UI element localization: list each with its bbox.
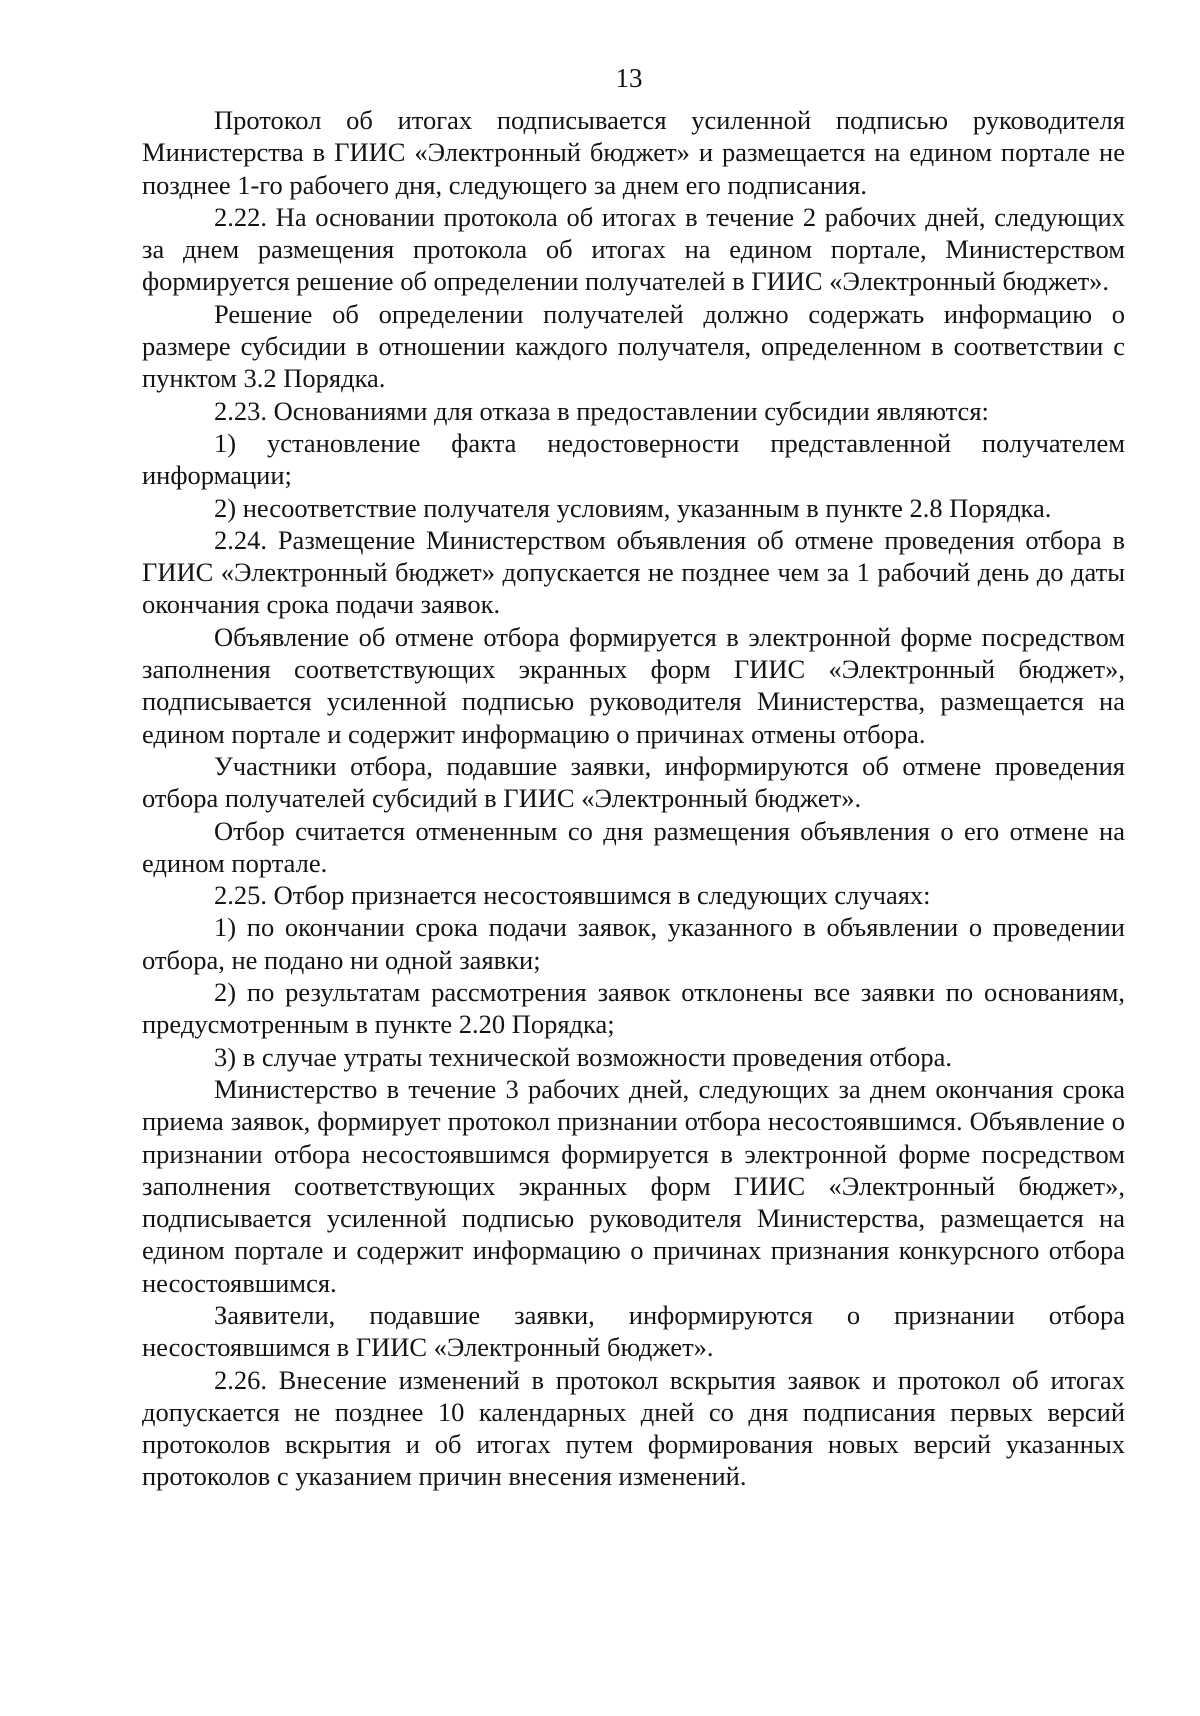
document-body xyxy=(142,104,1125,1493)
paragraph-2-25-item-3: 3) в случае утраты технической возможности проведения отбора. xyxy=(214,1041,953,1072)
paragraph-applicants-informed: Заявители, подавшие заявки, информируются о признании отбора несостоявшимся в ГИИС «Электронный бюджет». xyxy=(142,1299,1125,1363)
paragraph-cancel-announcement: Объявление об отмене отбора формируется в электронной форме посредством заполнения соответствующих экранных форм ГИИС «Электронный бюджет», подписывается усиленной подписью руководителя Министерства, размещается на едином портале и содержит информацию о причинах отмены отбора. xyxy=(142,621,1125,749)
paragraph-cancel-effective: Отбор считается отмененным со дня размещения объявления о его отмене на едином портале. xyxy=(142,815,1125,878)
paragraph-participants-informed: Участники отбора, подавшие заявки, информируются об отмене проведения отбора получателей субсидий в ГИИС «Электронный бюджет». xyxy=(142,750,1125,814)
paragraph-2-24: 2.24. Размещение Министерством объявления об отмене проведения отбора в ГИИС «Электронный бюджет» допускается не позднее чем за 1 рабочий день до даты окончания срока подачи заявок. xyxy=(142,524,1125,620)
paragraph-2-23: 2.23. Основаниями для отказа в предоставлении субсидии являются: xyxy=(214,395,989,426)
paragraph-2-25-item-1: 1) по окончании срока подачи заявок, указанного в объявлении о проведении отбора, не подано ни одной заявки; xyxy=(142,912,1125,975)
paragraph-2-23-item-1: 1) установление факта недостоверности представленной получателем информации; xyxy=(142,427,1125,491)
page-number: 13 xyxy=(615,63,643,93)
paragraph-failed-protocol: Министерство в течение 3 рабочих дней, следующих за днем окончания срока приема заявок, формирует протокол признании отбора несостоявшимся. Объявление о признании отбора несостоявшимся формируется в электронной форме посредством заполнения соответствующих экранных форм ГИИС «Электронный бюджет», подписывается усиленной подписью руководителя Министерства, размещается на едином портале и содержит информацию о причинах признания конкурсного отбора несостоявшимся. xyxy=(142,1073,1125,1298)
paragraph-decision-content: Решение об определении получателей должно содержать информацию о размере субсидии в отношении каждого получателя, определенном в соответствии с пунктом 3.2 Порядка. xyxy=(142,298,1125,394)
paragraph-2-23-item-2: 2) несоответствие получателя условиям, указанным в пункте 2.8 Порядка. xyxy=(214,492,1052,523)
paragraph-2-26: 2.26. Внесение изменений в протокол вскрытия заявок и протокол об итогах допускается не позднее 10 календарных дней со дня подписания первых версий протоколов вскрытия и об итогах путем формирования новых версий указанных протоколов с указанием причин внесения изменений. xyxy=(142,1364,1125,1492)
paragraph-2-22: 2.22. На основании протокола об итогах в течение 2 рабочих дней, следующих за днем размещения протокола об итогах на едином портале, Министерством формируется решение об определении получателей в ГИИС «Электронный бюджет». xyxy=(142,201,1125,297)
paragraph-2-25: 2.25. Отбор признается несостоявшимся в следующих случаях: xyxy=(214,880,931,911)
paragraph-2-25-item-2: 2) по результатам рассмотрения заявок отклонены все заявки по основаниям, предусмотренным в пункте 2.20 Порядка; xyxy=(142,977,1125,1040)
paragraph-protocol-signing: Протокол об итогах подписывается усиленной подписью руководителя Министерства в ГИИС «Электронный бюджет» и размещается на едином портале не позднее 1-го рабочего дня, следующего за днем его подписания. xyxy=(142,105,1125,200)
